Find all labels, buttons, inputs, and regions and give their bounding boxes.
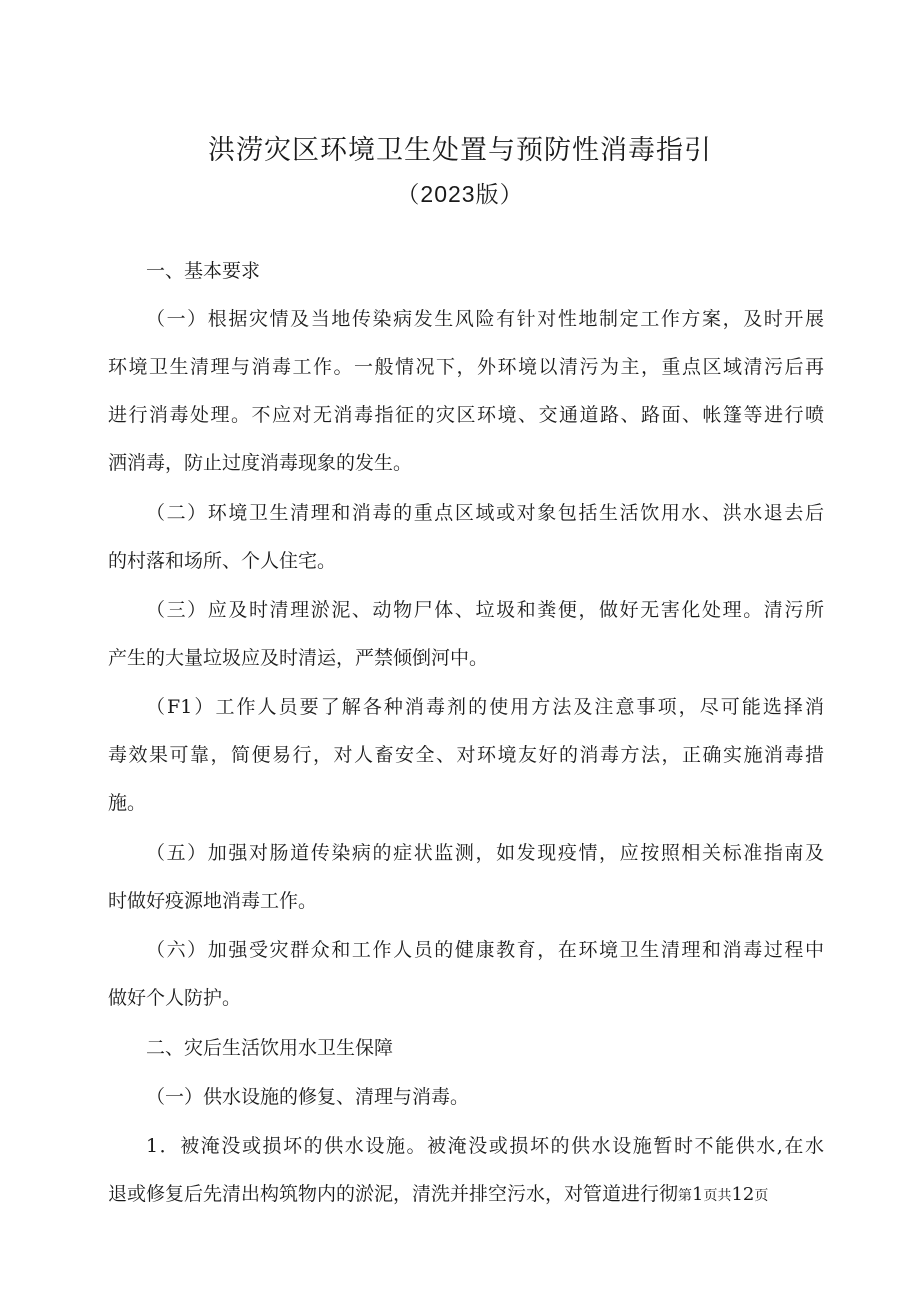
item-1-line-2 bbox=[108, 1170, 824, 1220]
paragraph-1-line-1: （一）根据灾情及当地传染病发生风险有针对性地制定工作方案，及时开展 bbox=[146, 308, 824, 330]
footer-suffix: 页 bbox=[754, 1188, 769, 1204]
document-subtitle: （2023版） bbox=[396, 181, 524, 207]
paragraph-2-line-1: （二）环境卫生清理和消毒的重点区域或对象包括生活饮用水、洪水退去后 bbox=[146, 502, 824, 524]
paragraph-4-line-3: 施。 bbox=[108, 792, 147, 814]
footer-page-number: 1 bbox=[692, 1184, 704, 1205]
paragraph-4-line-1: （F1）工作人员要了解各种消毒剂的使用方法及注意事项，尽可能选择消 bbox=[146, 696, 824, 718]
section-2-subheading-1: （一）供水设施的修复、清理与消毒。 bbox=[146, 1086, 470, 1108]
paragraph-6-line-1: （六）加强受灾群众和工作人员的健康教育，在环境卫生清理和消毒过程中 bbox=[146, 939, 824, 961]
paragraph-1-line-2: 环境卫生清理与消毒工作。一般情况下，外环境以清污为主，重点区域清污后再 bbox=[108, 356, 824, 378]
paragraph-4-line-2: 毒效果可靠，简便易行，对人畜安全、对环境友好的消毒方法，正确实施消毒措 bbox=[108, 744, 824, 766]
section-1-heading: 一、基本要求 bbox=[146, 260, 261, 282]
paragraph-5-line-2: 时做好疫源地消毒工作。 bbox=[108, 890, 318, 912]
item-1-line-2-text: 退或修复后先清出构筑物内的淤泥，清洗并排空污水，对管道进行彻 bbox=[108, 1183, 679, 1205]
item-1-line-1: 1．被淹没或损坏的供水设施。被淹没或损坏的供水设施暂时不能供水,在水 bbox=[146, 1135, 824, 1157]
paragraph-1-line-4: 洒消毒，防止过度消毒现象的发生。 bbox=[108, 452, 413, 474]
footer-prefix: 第 bbox=[678, 1188, 693, 1204]
paragraph-3-line-2: 产生的大量垃圾应及时清运，严禁倾倒河中。 bbox=[108, 647, 489, 669]
section-2-heading: 二、灾后生活饮用水卫生保障 bbox=[146, 1037, 394, 1059]
page-footer bbox=[678, 1184, 769, 1205]
paragraph-6-line-2: 做好个人防护。 bbox=[108, 987, 242, 1009]
paragraph-2-line-2: 的村落和场所、个人住宅。 bbox=[108, 550, 337, 572]
paragraph-5-line-1: （五）加强对肠道传染病的症状监测，如发现疫情，应按照相关标准指南及 bbox=[146, 842, 824, 864]
paragraph-3-line-1: （三）应及时清理淤泥、动物尸体、垃圾和粪便，做好无害化处理。清污所 bbox=[146, 599, 824, 621]
paragraph-1-line-3: 进行消毒处理。不应对无消毒指征的灾区环境、交通道路、路面、帐篷等进行喷 bbox=[108, 404, 824, 426]
document-title: 洪涝灾区环境卫生处置与预防性消毒指引 bbox=[208, 135, 712, 166]
footer-middle: 页共 bbox=[703, 1188, 732, 1204]
footer-total-pages: 12 bbox=[731, 1184, 755, 1205]
